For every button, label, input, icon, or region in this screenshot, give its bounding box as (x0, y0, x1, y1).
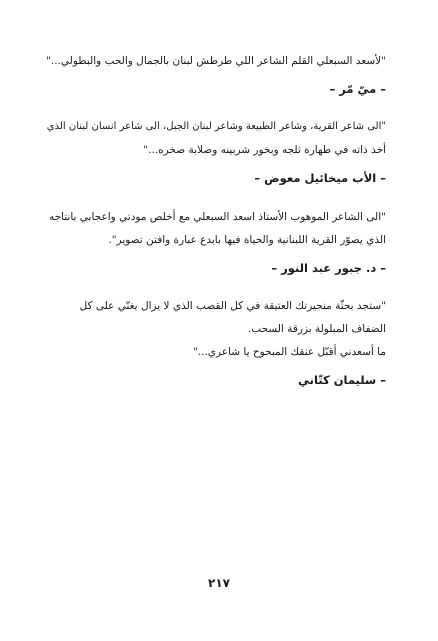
quote-1-author: – ميّ مّر – (329, 82, 386, 96)
quote-2-author: – الأب ميخائيل معوض – (254, 171, 386, 185)
quote-2-line-2: أخذ ذاته في طهارة ثلجه وبخور شربينه وصلابة صخره..." (143, 144, 386, 156)
quote-4-line-3: ما أسعدني أقبّل عنقك المبحوح يا شاعري..." (192, 346, 386, 358)
quote-4-line-2: الضفاف المبلولة بزرقة السحب. (247, 323, 386, 335)
quote-4-author: – سليمان كتّاني (298, 373, 386, 387)
page-number: ٢١٧ (208, 576, 230, 590)
quote-3-line-1: "الى الشاعر الموهوب الأستاذ اسعد السبعلي مع أخلص مودتي واعجابي بانتاجه (48, 211, 386, 223)
quote-3-line-2: الذي يصوّر القرية اللبنانية والحياة فيها بابدع عبارة وافتن تصوير". (108, 234, 386, 246)
quote-2-line-1: "الى شاعر القرية، وشاعر الطبيعة وشاعر لبنان الجبل، الى شاعر انسان لبنان الذي (46, 121, 386, 132)
quote-4-line-1: "ستجد بحثّة منجيرتك العتيقة في كل القصب الذي لا يزال يغنّي على كل (79, 300, 386, 312)
quote-3-author: – د. جبور عبد النور – (271, 261, 386, 275)
quote-1-line-1: "لأسعد السبعلي القلم الشاعر اللي طرطش لبنان بالجمال والحب والبطولي..." (46, 55, 386, 67)
